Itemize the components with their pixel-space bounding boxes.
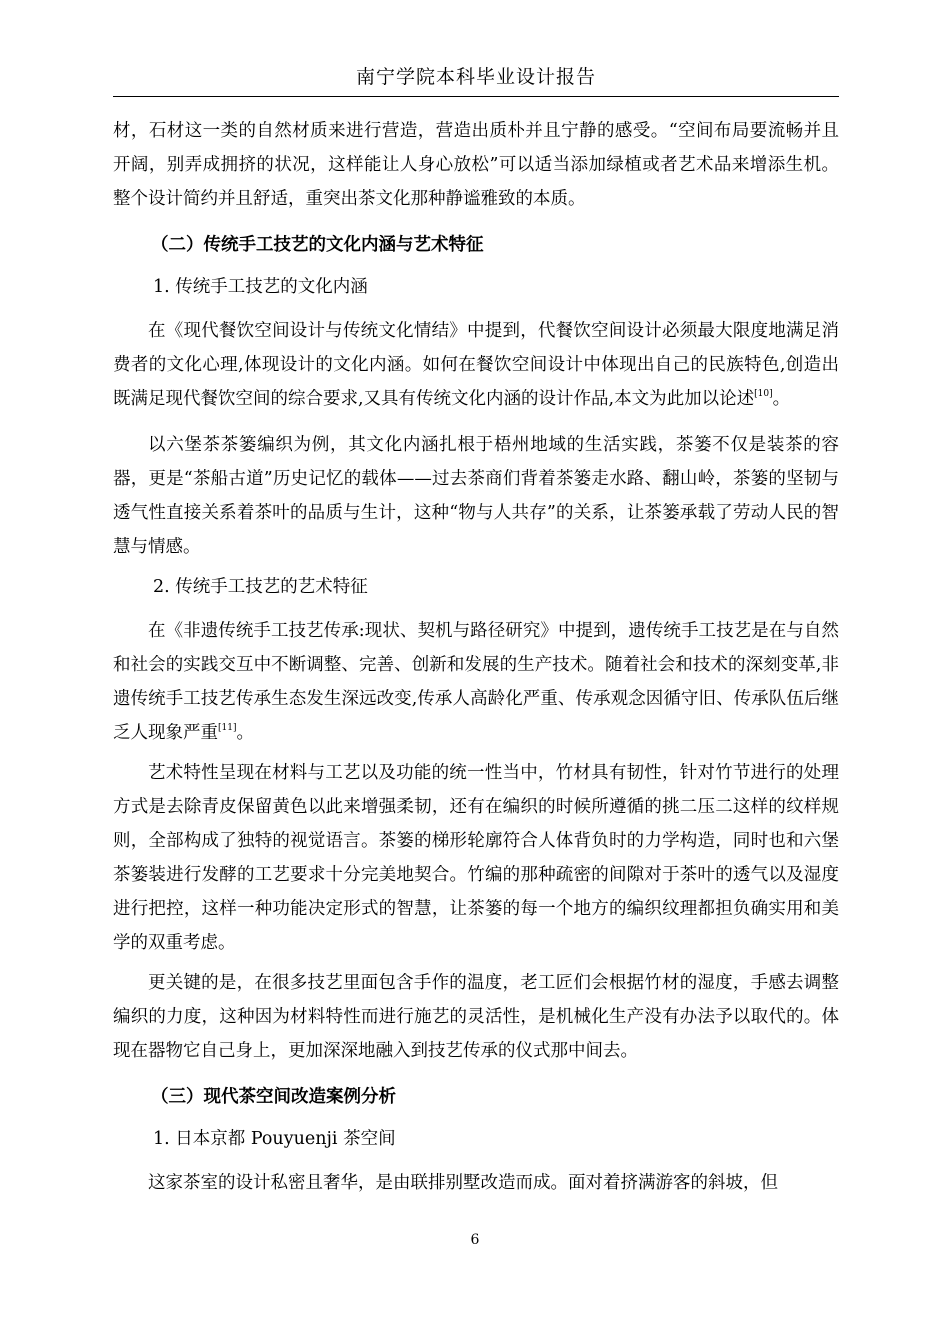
paragraph-6: 更关键的是，在很多技艺里面包含手作的温度，老工匠们会根据竹材的湿度，手感去调整编织的力度，这种因为材料特性而进行施艺的灵活性，是机械化生产没有办法予以取代的。体现在器物它自己身上，更加深深地融入到技艺传承的仪式那中间去。 [113, 973, 839, 1061]
section-heading-3: （三）现代茶空间改造案例分析 [151, 1087, 396, 1107]
section-heading-2: （二）传统手工技艺的文化内涵与艺术特征 [151, 235, 484, 255]
running-header: 南宁学院本科毕业设计报告 [355, 66, 596, 88]
subheading-2-2: 2. 传统手工技艺的艺术特征 [153, 577, 368, 597]
paragraph-2 [113, 314, 839, 416]
paragraph-5: 艺术特性呈现在材料与工艺以及功能的统一性当中，竹材具有韧性，针对竹节进行的处理方式是去除青皮保留黄色以此来增强柔韧，还有在编织的时候所遵循的挑二压二这样的纹样规则，全部构成了独特的视觉语言。茶篓的梯形轮廓符合人体背负时的力学构造，同时也和六堡茶篓装进行发酵的工艺要求十分完美地契合。竹编的那种疏密的间隙对于茶叶的透气以及湿度进行把控，这样一种功能决定形式的智慧，让茶篓的每一个地方的编织纹理都担负确实用和美学的双重考虑。 [113, 763, 839, 953]
page-number: 6 [470, 1232, 480, 1248]
subheading-2-1: 1. 传统手工技艺的文化内涵 [153, 277, 368, 297]
subheading-3-1: 1. 日本京都 Pouyuenji 茶空间 [153, 1129, 396, 1149]
citation-11: [11] [218, 723, 237, 733]
paragraph-4 [113, 614, 839, 750]
citation-10: [10] [754, 389, 773, 399]
paragraph-1: 材，石材这一类的自然材质来进行营造，营造出质朴并且宁静的感受。“空间布局要流畅并且开阔，别弄成拥挤的状况，这样能让人身心放松”可以适当添加绿植或者艺术品来增添生机。整个设计简约并且舒适，重突出茶文化那种静谧雅致的本质。 [113, 121, 839, 209]
paragraph-2-text: 在《现代餐饮空间设计与传统文化情结》中提到，代餐饮空间设计必须最大限度地满足消费者的文化心理,体现设计的文化内涵。如何在餐饮空间设计中体现出自己的民族特色,创造出既满足现代餐饮空间的综合要求,又具有传统文化内涵的设计作品,本文为此加以论述 [113, 321, 839, 409]
paragraph-4-end: 。 [236, 723, 254, 743]
header-rule [113, 96, 839, 97]
paragraph-3: 以六堡茶茶篓编织为例，其文化内涵扎根于梧州地域的生活实践，茶篓不仅是装茶的容器，更是“茶船古道”历史记忆的载体——过去茶商们背着茶篓走水路、翻山岭，茶篓的坚韧与透气性直接关系着茶叶的品质与生计，这种“物与人共存”的关系，让茶篓承载了劳动人民的智慧与情感。 [113, 435, 839, 557]
paragraph-4-text: 在《非遗传统手工技艺传承:现状、契机与路径研究》中提到，遗传统手工技艺是在与自然和社会的实践交互中不断调整、完善、创新和发展的生产技术。随着社会和技术的深刻变革,非遗传统手工技艺传承生态发生深远改变,传承人高龄化严重、传承观念因循守旧、传承队伍后继乏人现象严重 [113, 621, 839, 743]
paragraph-2-end: 。 [772, 389, 791, 409]
body-text [113, 114, 839, 1200]
paragraph-7: 这家茶室的设计私密且奢华，是由联排别墅改造而成。面对着挤满游客的斜坡，但 [148, 1173, 778, 1193]
